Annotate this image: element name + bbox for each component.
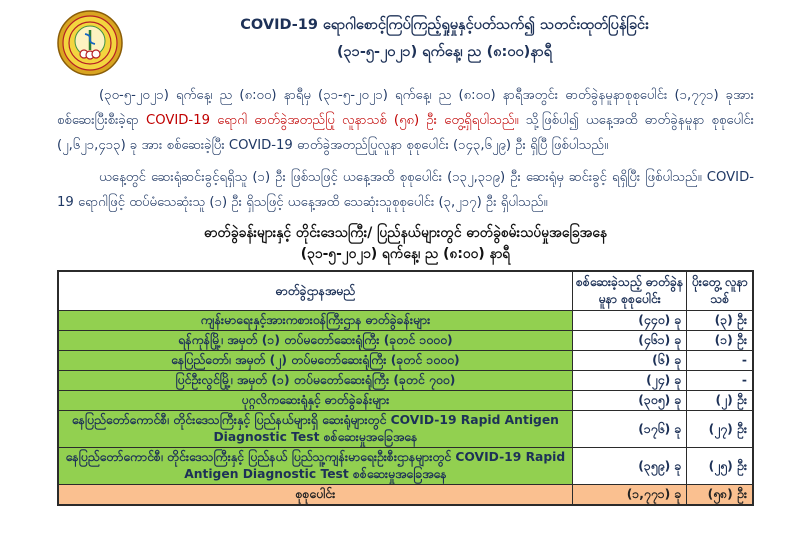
table-row bbox=[58, 331, 753, 351]
lab-name-cell: ပုဂ္ဂလိကဆေးရုံနှင့် ဓာတ်ခွဲခန်းများ bbox=[58, 391, 572, 411]
samples-cell: (၂၄) ခု bbox=[572, 371, 687, 391]
table-row bbox=[58, 411, 753, 448]
total-label-cell: စုစုပေါင်း bbox=[58, 485, 572, 506]
seal-graphic bbox=[57, 10, 123, 76]
summary-paragraph-1 bbox=[57, 83, 754, 158]
cases-cell: - bbox=[687, 351, 753, 371]
samples-cell: (၆) ခု bbox=[572, 351, 687, 371]
table-title-line1: ဓာတ်ခွဲခန်းများနှင့် တိုင်းဒေသကြီး/ ပြည်နယ်များတွင် ဓာတ်ခွဲစမ်းသပ်မှုအခြေအနေ bbox=[204, 225, 607, 241]
para1-text-start: (၃၀-၅-၂၀၂၁) ရက်နေ့၊ ည (၈:၀၀) နာရီမှ (၃၁-၅-၂၀၂၁) ရက်နေ့၊ ည (၈:၀၀) နာရီအတွင်း ဓာတ်ခွဲနမူနာစုစုပေါင်း (၁,၇၇၁) ခုအား စစ်ဆေးပြီးစီးခဲ့ရာ bbox=[57, 88, 754, 128]
cases-cell: (၃) ဦး bbox=[687, 311, 753, 331]
lab-name-cell: ပြင်ဦးလွင်မြို့၊ အမှတ် (၁) တပ်မတော်ဆေးရုံကြီး (ခုတင် ၇၀၀) bbox=[58, 371, 572, 391]
lab-name-cell: ရန်ကုန်မြို့၊ အမှတ် (၁) တပ်မတော်ဆေးရုံကြီး (ခုတင် ၁၀၀၀) bbox=[58, 331, 572, 351]
para1-text-end: သို့ဖြစ်ပါ၍ ယနေ့အထိ ဓာတ်ခွဲနမူနာ စုစုပေါင်း (၂,၆၂၁,၄၁၃) ခု အား စစ်ဆေးခဲ့ပြီး COVID-19 ဓာတ်ခွဲအတည်ပြုလူနာ စုစုပေါင်း (၁၄၃,၆၂၉) ဦး ရှိပြီ ဖြစ်ပါသည်။ bbox=[57, 113, 754, 153]
samples-cell: (၄၆၁) ခု bbox=[572, 331, 687, 351]
table-row bbox=[58, 351, 753, 371]
table-row bbox=[58, 391, 753, 411]
summary-paragraph-2 bbox=[57, 165, 754, 215]
report-header bbox=[57, 6, 754, 76]
samples-cell: (၃၀၅) ခု bbox=[572, 391, 687, 411]
cases-cell: (၂) ဦး bbox=[687, 391, 753, 411]
col-header-new-positives: ပိုးတွေ့ လူနာသစ် bbox=[687, 271, 753, 311]
samples-cell: (၃၅၉) ခု bbox=[572, 448, 687, 485]
cases-cell: (၂၇) ဦး bbox=[687, 411, 753, 448]
lab-name-cell: နေပြည်တော်ကောင်စီ၊ တိုင်းဒေသကြီးနှင့် ပြည်နယ် ပြည်သူ့ကျန်းမာရေးဦးစီးဌာနများတွင် COVID-19 Rapid Antigen Diagnostic Test စစ်ဆေးမှုအခြေအနေ bbox=[58, 448, 572, 485]
page-title-line2: (၃၁-၅-၂၀၂၁) ရက်နေ့၊ ည (၈:၀၀)နာရီ bbox=[336, 43, 553, 60]
page-title-line1: COVID-19 ရောဂါစောင့်ကြပ်ကြည့်ရှုမှုနှင့်ပတ်သက်၍ သတင်းထုတ်ပြန်ခြင်း bbox=[240, 17, 649, 33]
table-row bbox=[58, 448, 753, 485]
table-header-row bbox=[58, 271, 753, 311]
lab-name-cell: ကျန်းမာရေးနှင့်အားကစားဝန်ကြီးဌာန ဓာတ်ခွဲခန်းများ bbox=[58, 311, 572, 331]
ministry-of-health-seal-icon bbox=[57, 6, 135, 76]
col-header-lab-name: ဓာတ်ခွဲဌာနအမည် bbox=[58, 271, 572, 311]
para2-text: ယနေ့တွင် ဆေးရုံဆင်းခွင့်ရရှိသူ (၁) ဦး ဖြစ်သဖြင့် ယနေ့အထိ စုစုပေါင်း (၁၃၂,၃၁၉) ဦး ဆေးရုံမှ ဆင်းခွင့် ရရှိပြီး ဖြစ်ပါသည်။ COVID-19 ရောဂါဖြင့် ထပ်မံသေဆုံးသူ (၁) ဦး ရှိသဖြင့် ယနေ့အထိ သေဆုံးသူစုစုပေါင်း (၃,၂၁၇) ဦး ရှိပါသည်။ bbox=[57, 170, 754, 210]
table-title-line2: (၃၁-၅-၂၀၂၁) ရက်နေ့၊ ည (၈:၀၀) နာရီ bbox=[300, 246, 511, 262]
lab-name-cell: နေပြည်တော်၊ အမှတ် (၂) တပ်မတော်ဆေးရုံကြီး (ခုတင် ၁၀၀၀) bbox=[58, 351, 572, 371]
page-title bbox=[135, 6, 754, 66]
samples-cell: (၄၄၀) ခု bbox=[572, 311, 687, 331]
total-samples-cell: (၁,၇၇၁) ခု bbox=[572, 485, 687, 506]
table-title bbox=[57, 223, 754, 265]
table-row bbox=[58, 311, 753, 331]
cases-cell: (၁) ဦး bbox=[687, 331, 753, 351]
total-cases-cell: (၅၈) ဦး bbox=[687, 485, 753, 506]
col-header-samples-tested: စစ်ဆေးခဲ့သည့် ဓာတ်ခွဲနမူနာ စုစုပေါင်း bbox=[572, 271, 687, 311]
samples-cell: (၁၇၆) ခု bbox=[572, 411, 687, 448]
table-row bbox=[58, 371, 753, 391]
cases-cell: (၂၅) ဦး bbox=[687, 448, 753, 485]
lab-name-cell: နေပြည်တော်ကောင်စီ၊ တိုင်းဒေသကြီးနှင့် ပြည်နယ်များရှိ ဆေးရုံများတွင် COVID-19 Rapid Antigen Diagnostic Test စစ်ဆေးမှုအခြေအနေ bbox=[58, 411, 572, 448]
table-total-row bbox=[58, 485, 753, 506]
cases-cell: - bbox=[687, 371, 753, 391]
para1-new-cases-highlight: COVID-19 ရောဂါ ဓာတ်ခွဲအတည်ပြု လူနာသစ် (၅၈) ဦး တွေ့ရှိရပါသည်။ bbox=[146, 113, 519, 128]
lab-testing-table bbox=[57, 270, 754, 506]
